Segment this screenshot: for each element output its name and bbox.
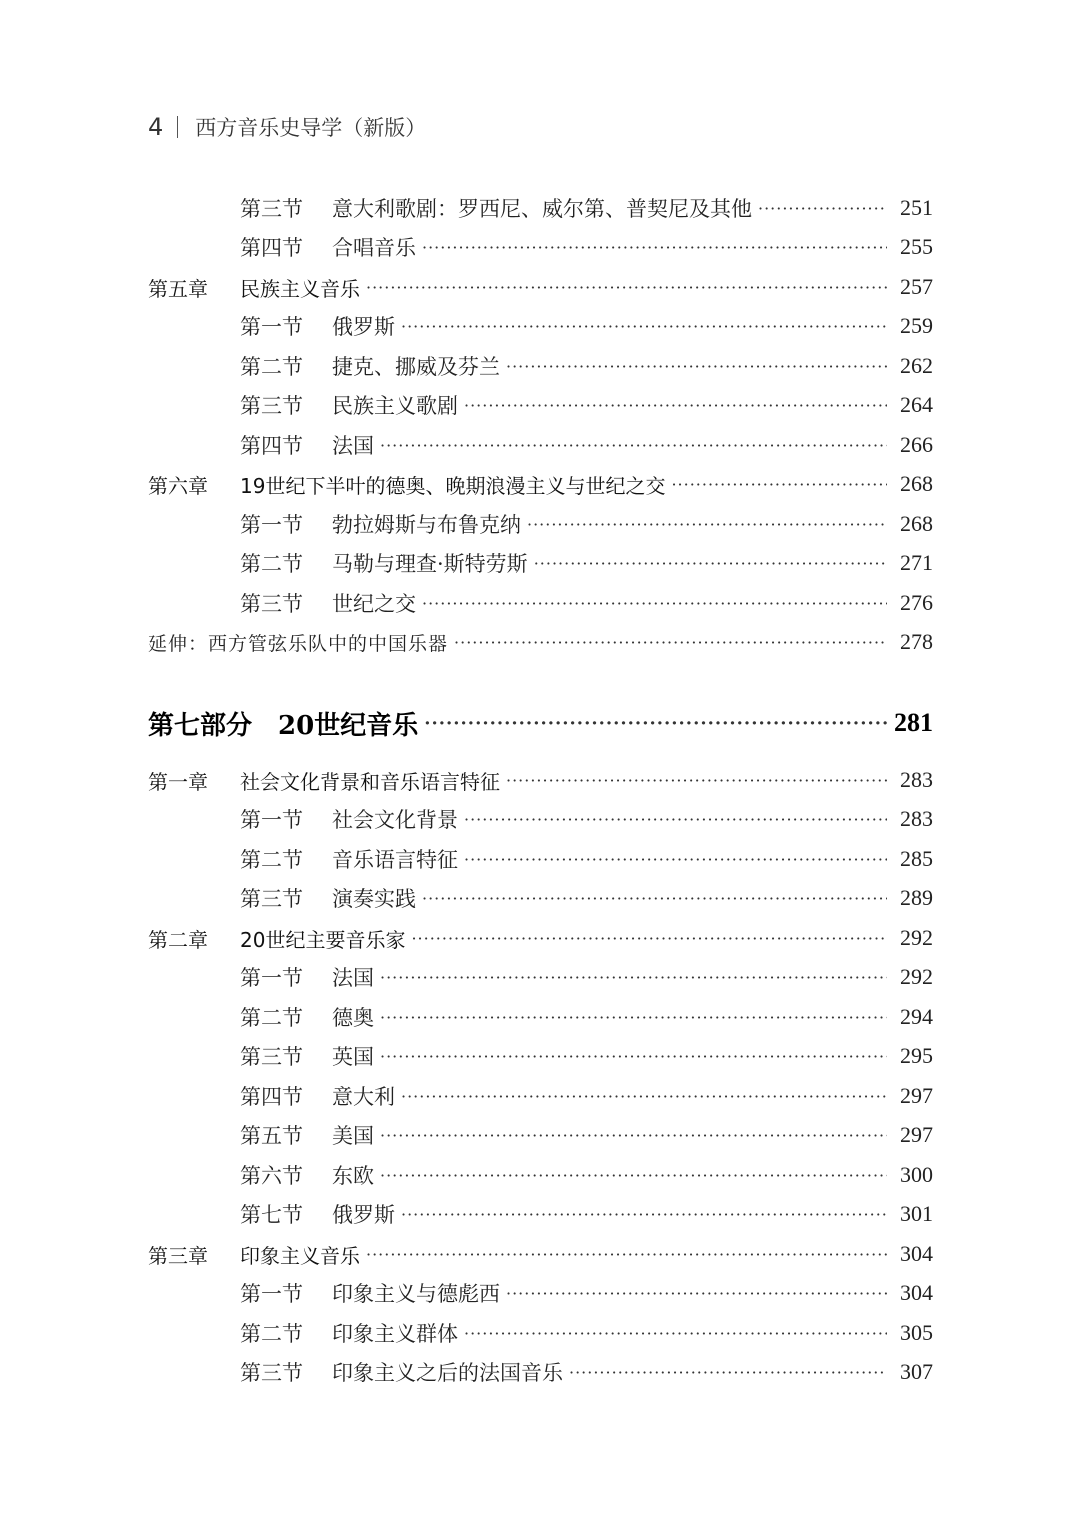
entry-page: 295 bbox=[900, 1043, 933, 1068]
entry-title: 社会文化背景和音乐语言特征 bbox=[240, 769, 500, 794]
leader-dots bbox=[758, 199, 887, 218]
toc-entry[interactable] bbox=[148, 430, 933, 460]
entry-page: 266 bbox=[900, 432, 933, 457]
leader-dots bbox=[380, 968, 887, 987]
entry-label: 第三节 bbox=[240, 1045, 303, 1069]
entry-title: 俄罗斯 bbox=[332, 1203, 395, 1227]
leader-dots bbox=[380, 1126, 887, 1145]
entry-label: 第一节 bbox=[240, 1282, 303, 1306]
entry-label: 第三节 bbox=[240, 1361, 303, 1385]
toc-entry[interactable] bbox=[148, 548, 933, 578]
leader-dots bbox=[380, 1008, 887, 1027]
entry-title: 19世纪下半叶的德奥、晚期浪漫主义与世纪之交 bbox=[240, 473, 666, 498]
entry-page: 283 bbox=[900, 767, 933, 792]
entry-label: 第一章 bbox=[148, 769, 208, 794]
leader-dots bbox=[464, 396, 887, 415]
leader-dots bbox=[380, 1047, 887, 1066]
entry-label: 第六章 bbox=[148, 473, 208, 498]
entry-page: 262 bbox=[900, 353, 933, 378]
leader-dots bbox=[527, 515, 887, 534]
entry-label: 第三节 bbox=[240, 887, 303, 911]
entry-label: 第三节 bbox=[240, 394, 303, 418]
entry-label: 第二节 bbox=[240, 355, 303, 379]
toc-entry[interactable] bbox=[148, 1081, 933, 1111]
entry-title: 东欧 bbox=[332, 1164, 374, 1188]
leader-dots bbox=[401, 317, 887, 336]
entry-title: 民族主义歌剧 bbox=[332, 394, 458, 418]
toc-entry[interactable] bbox=[148, 1239, 933, 1269]
entry-label: 第五章 bbox=[148, 276, 208, 301]
entry-page: 271 bbox=[900, 550, 933, 575]
toc-entry[interactable] bbox=[148, 1002, 933, 1032]
leader-dots bbox=[534, 554, 887, 573]
leader-dots bbox=[464, 810, 887, 829]
toc-entry[interactable] bbox=[148, 1278, 933, 1308]
entry-page: 304 bbox=[900, 1280, 933, 1305]
toc-entry[interactable] bbox=[148, 509, 933, 539]
part-label: 第七部分 bbox=[148, 710, 253, 741]
entry-page: 294 bbox=[900, 1004, 933, 1029]
entry-label: 第二节 bbox=[240, 1322, 303, 1346]
toc-entry[interactable] bbox=[148, 193, 933, 223]
part-title: 20世纪音乐 bbox=[278, 710, 419, 741]
toc-entry[interactable] bbox=[148, 1199, 933, 1229]
entry-page: 307 bbox=[900, 1359, 933, 1384]
leader-dots bbox=[411, 929, 887, 948]
entry-title: 20世纪主要音乐家 bbox=[240, 927, 406, 952]
entry-page: 305 bbox=[900, 1320, 933, 1345]
toc-entry[interactable] bbox=[148, 1357, 933, 1387]
entry-title: 印象主义音乐 bbox=[240, 1243, 360, 1268]
entry-title: 马勒与理查·斯特劳斯 bbox=[332, 552, 528, 576]
entry-title: 捷克、挪威及芬兰 bbox=[332, 355, 500, 379]
entry-label: 第一节 bbox=[240, 513, 303, 537]
leader-dots bbox=[401, 1205, 887, 1224]
entry-page: 297 bbox=[900, 1122, 933, 1147]
toc-entry[interactable] bbox=[148, 804, 933, 834]
entry-title: 意大利歌剧：罗西尼、威尔第、普契尼及其他 bbox=[332, 197, 752, 221]
entry-title: 印象主义与德彪西 bbox=[332, 1282, 500, 1306]
book-title: 西方音乐史导学（新版） bbox=[195, 116, 427, 140]
entry-label: 第二节 bbox=[240, 1006, 303, 1030]
leader-dots bbox=[671, 475, 887, 494]
entry-title: 意大利 bbox=[332, 1085, 395, 1109]
entry-title: 合唱音乐 bbox=[332, 236, 416, 260]
leader-dots bbox=[454, 633, 887, 652]
toc-entry[interactable] bbox=[148, 1318, 933, 1348]
toc-entry[interactable] bbox=[148, 1160, 933, 1190]
entry-page: 292 bbox=[900, 925, 933, 950]
leader-dots bbox=[506, 771, 887, 790]
entry-page: 289 bbox=[900, 885, 933, 910]
part-page: 281 bbox=[894, 708, 933, 737]
toc-entry[interactable] bbox=[148, 765, 933, 795]
entry-label: 第五节 bbox=[240, 1124, 303, 1148]
leader-dots bbox=[366, 1245, 887, 1264]
toc-entry[interactable] bbox=[148, 232, 933, 262]
entry-page: 300 bbox=[900, 1162, 933, 1187]
entry-label: 第三章 bbox=[148, 1243, 208, 1268]
leader-dots bbox=[506, 357, 887, 376]
entry-label: 第四节 bbox=[240, 434, 303, 458]
leader-dots bbox=[380, 1166, 887, 1185]
toc-entry[interactable] bbox=[148, 272, 933, 302]
toc-entry[interactable] bbox=[148, 883, 933, 913]
leader-dots bbox=[422, 238, 887, 257]
toc-part-entry[interactable] bbox=[148, 703, 933, 743]
entry-title: 英国 bbox=[332, 1045, 374, 1069]
entry-label: 第六节 bbox=[240, 1164, 303, 1188]
leader-dots bbox=[366, 278, 887, 297]
entry-label: 第四节 bbox=[240, 1085, 303, 1109]
leader-dots bbox=[464, 850, 887, 869]
toc-entry[interactable] bbox=[148, 627, 933, 657]
entry-label: 第二节 bbox=[240, 552, 303, 576]
entry-label: 第二章 bbox=[148, 927, 208, 952]
entry-title: 勃拉姆斯与布鲁克纳 bbox=[332, 513, 521, 537]
entry-title: 印象主义群体 bbox=[332, 1322, 458, 1346]
entry-page: 276 bbox=[900, 590, 933, 615]
entry-page: 251 bbox=[900, 195, 933, 220]
entry-page: 285 bbox=[900, 846, 933, 871]
leader-dots bbox=[422, 889, 887, 908]
entry-title: 音乐语言特征 bbox=[332, 848, 458, 872]
leader-dots bbox=[422, 594, 887, 613]
leader-dots bbox=[380, 436, 887, 455]
toc-entry[interactable] bbox=[148, 1120, 933, 1150]
toc-entry[interactable] bbox=[148, 351, 933, 381]
leader-dots bbox=[464, 1324, 887, 1343]
entry-title: 法国 bbox=[332, 434, 374, 458]
entry-title: 社会文化背景 bbox=[332, 808, 458, 832]
entry-title: 俄罗斯 bbox=[332, 315, 395, 339]
entry-title: 民族主义音乐 bbox=[240, 276, 360, 301]
leader-dots bbox=[506, 1284, 887, 1303]
entry-title: 法国 bbox=[332, 966, 374, 990]
entry-title: 演奏实践 bbox=[332, 887, 416, 911]
leader-dots bbox=[424, 713, 887, 734]
page-number: 4 bbox=[148, 113, 164, 141]
entry-title: 世纪之交 bbox=[332, 592, 416, 616]
entry-label: 第七节 bbox=[240, 1203, 303, 1227]
entry-page: 268 bbox=[900, 511, 933, 536]
entry-label: 第四节 bbox=[240, 236, 303, 260]
toc-entry[interactable] bbox=[148, 962, 933, 992]
entry-label: 第二节 bbox=[240, 848, 303, 872]
entry-label: 第三节 bbox=[240, 592, 303, 616]
toc-entry[interactable] bbox=[148, 923, 933, 953]
entry-page: 292 bbox=[900, 964, 933, 989]
leader-dots bbox=[569, 1363, 887, 1382]
entry-page: 259 bbox=[900, 313, 933, 338]
toc-entry[interactable] bbox=[148, 469, 933, 499]
entry-page: 257 bbox=[900, 274, 933, 299]
entry-title: 延伸：西方管弦乐队中的中国乐器 bbox=[148, 632, 449, 655]
running-header bbox=[148, 112, 426, 142]
toc-entry[interactable] bbox=[148, 1041, 933, 1071]
entry-title: 德奥 bbox=[332, 1006, 374, 1030]
entry-page: 301 bbox=[900, 1201, 933, 1226]
entry-title: 印象主义之后的法国音乐 bbox=[332, 1361, 563, 1385]
entry-label: 第一节 bbox=[240, 966, 303, 990]
toc-entry[interactable] bbox=[148, 311, 933, 341]
entry-page: 283 bbox=[900, 806, 933, 831]
leader-dots bbox=[401, 1087, 887, 1106]
toc-entry[interactable] bbox=[148, 844, 933, 874]
entry-page: 278 bbox=[900, 629, 933, 654]
toc-entry[interactable] bbox=[148, 390, 933, 420]
entry-page: 255 bbox=[900, 234, 933, 259]
entry-label: 第三节 bbox=[240, 197, 303, 221]
entry-page: 297 bbox=[900, 1083, 933, 1108]
toc-entry[interactable] bbox=[148, 588, 933, 618]
entry-page: 304 bbox=[900, 1241, 933, 1266]
entry-title: 美国 bbox=[332, 1124, 374, 1148]
entry-label: 第一节 bbox=[240, 315, 303, 339]
header-divider bbox=[177, 116, 178, 138]
entry-label: 第一节 bbox=[240, 808, 303, 832]
entry-page: 268 bbox=[900, 471, 933, 496]
entry-page: 264 bbox=[900, 392, 933, 417]
